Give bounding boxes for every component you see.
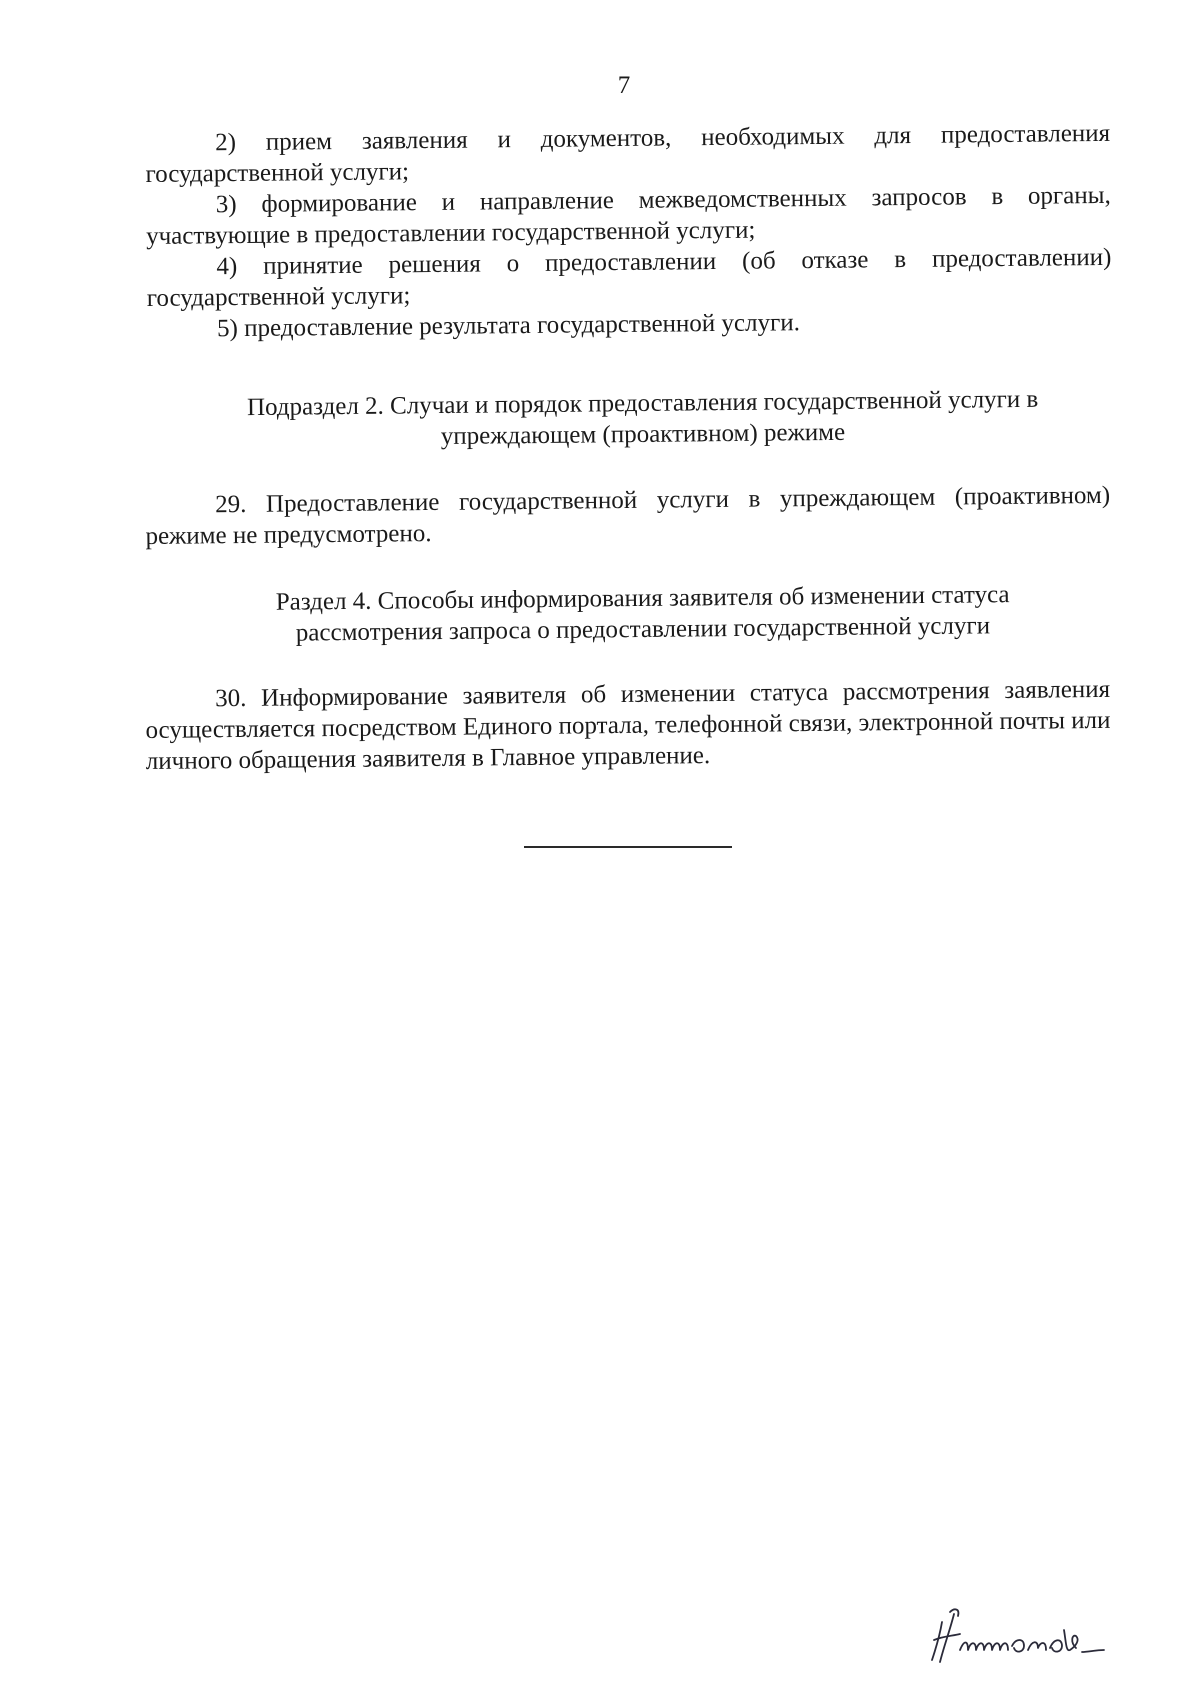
procedure-list (145, 118, 1112, 345)
subsection-heading-line2: упреждающем (проактивном) режиме (440, 418, 846, 451)
paragraph-29-block (145, 480, 1111, 552)
list-item: 5) предоставление результата государственной услуги. (216, 309, 801, 343)
page-number: 7 (617, 72, 631, 99)
section-heading (160, 578, 1126, 650)
paragraph-29: 29. Предоставление государственной услуги в упреждающем (проактивном) режиме не предусмотрено. (145, 481, 1111, 550)
list-item: 4) принятие решения о предоставлении (об отказе в предоставлении) государственной услуги; (146, 243, 1112, 312)
subsection-heading (160, 383, 1126, 455)
handwritten-signature (920, 1600, 1140, 1670)
list-item: 3) формирование и направление межведомственных запросов в органы, участвующие в предоставлении государственной услуги; (145, 181, 1111, 250)
paragraph-30-block (145, 674, 1111, 777)
end-rule (524, 846, 732, 848)
section-heading-line1: Раздел 4. Способы информирования заявителя об изменении статуса (275, 581, 1010, 616)
section-heading-line2: рассмотрения запроса о предоставлении государственной услуги (295, 612, 991, 647)
subsection-heading-line1: Подраздел 2. Случаи и порядок предоставления государственной услуги в (246, 385, 1039, 422)
paragraph-30: 30. Информирование заявителя об изменении статуса рассмотрения заявления осуществляется посредством Единого портала, телефонной связи, электронной почты или личного обращения заявителя в Главное управление. (145, 675, 1111, 775)
list-item: 2) прием заявления и документов, необходимых для предоставления государственной услуги; (145, 119, 1111, 188)
